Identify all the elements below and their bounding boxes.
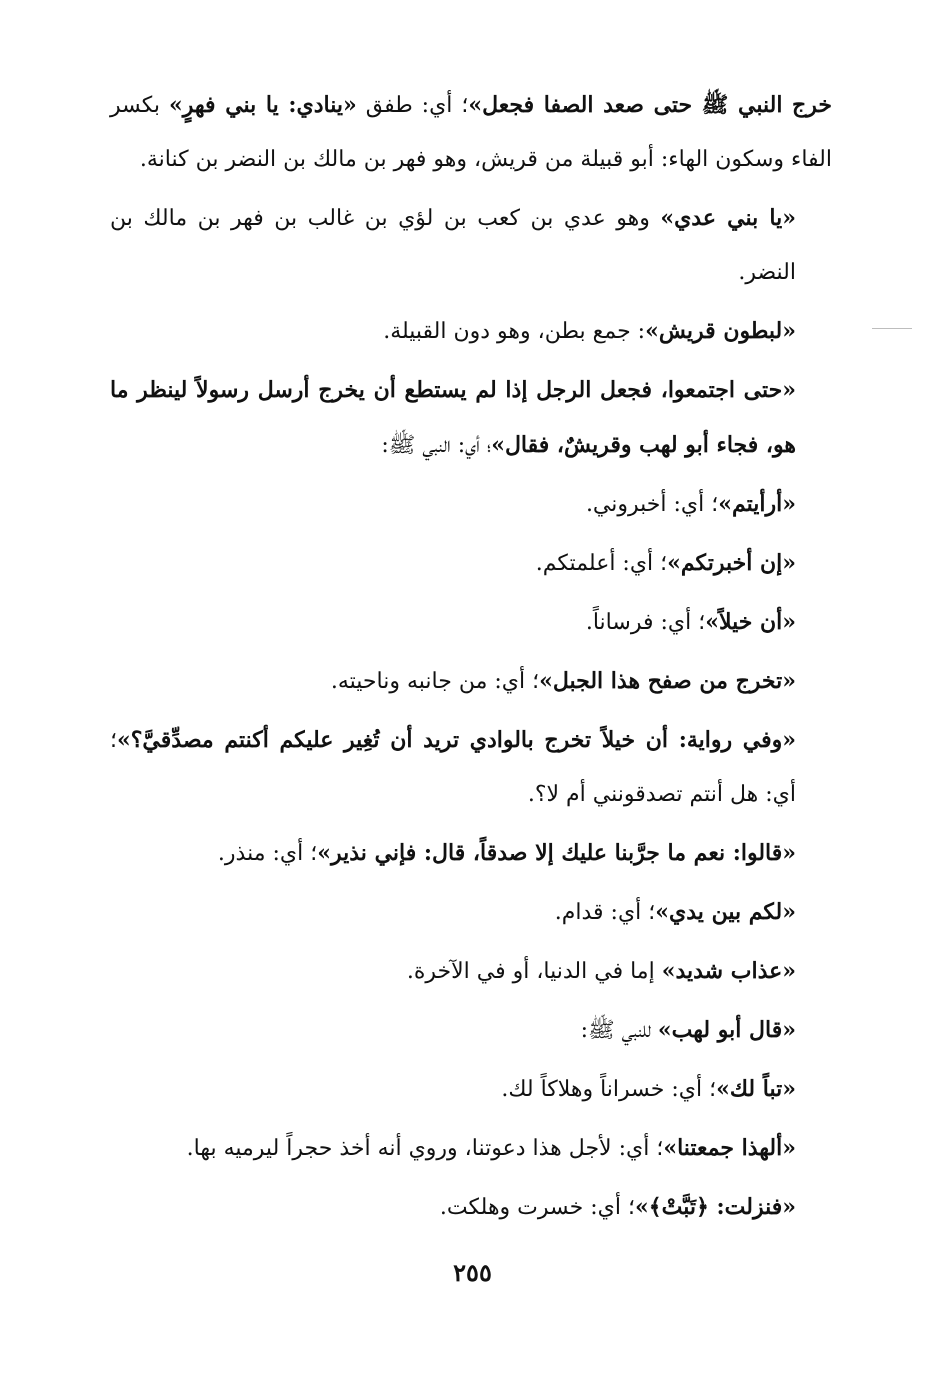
text-segment: «فنزلت: ﴿تَبَّتْ﴾» [634,1194,796,1220]
paragraph [110,363,832,473]
text-segment: ؛ أي: هل أنتم تصدقونني أم لا؟. [110,728,796,807]
text-segment: ؛ أي: منذر. [217,841,318,866]
text-segment: ؛ أي: أخبروني. [585,492,719,517]
page-number: ٢٥٥ [453,1258,492,1287]
paragraph [110,1180,832,1235]
paragraph [110,1003,832,1058]
text-segment: ؛ أي: فرساناً. [585,610,706,635]
text-segment: «تخرج من صفح هذا الجبل» [539,668,796,694]
paragraph [110,826,832,881]
paragraph [110,885,832,940]
text-segment: للنبي ﷺ: [580,1018,658,1043]
paragraph [110,304,832,359]
paragraph [110,191,832,300]
paragraph [110,477,832,532]
text-segment: ؛ أي: خسراناً وهلاكاً لك. [501,1077,717,1102]
text-segment: ؛ أي: خسرت وهلكت. [439,1195,635,1220]
text-segment: «لكم بين يدي» [655,899,796,925]
text-segment: «لبطون قريش» [645,318,796,344]
text-segment: إما في الدنيا، أو في الآخرة. [406,959,662,984]
margin-mark [872,328,912,329]
text-segment: «ينادي: يا بني فهرٍ» [169,92,357,118]
text-segment: خرج النبي ﷺ حتى صعد الصفا فجعل» [468,92,833,118]
text-segment: «عذاب شديد» [661,958,796,984]
text-segment: بكسر الفاء وسكون الهاء: أبو قبيلة من قريش، وهو فهر بن مالك بن النضر بن كنانة. [110,93,832,172]
paragraph [110,536,832,591]
paragraph [110,654,832,709]
text-segment: ؛ أي: طفق [356,93,469,118]
text-segment: وهو عدي بن كعب بن لؤي بن غالب بن فهر بن مالك بن النضر. [110,206,796,285]
paragraph [110,1121,832,1176]
text-segment: ؛ أي: أعلمتكم. [535,551,668,576]
text-segment: «أن خيلاً» [705,609,796,635]
text-segment: «قالوا: نعم ما جرَّبنا عليك إلا صدقاً، قال: فإني نذير» [317,840,796,866]
paragraph [110,78,832,187]
text-segment: «يا بني عدي» [660,205,796,231]
paragraph [110,595,832,650]
paragraph [110,1062,832,1117]
page-body [110,78,832,1239]
text-segment: ؛ أي: لأجل هذا دعوتنا، وروي أنه أخذ حجراً ليرميه بها. [186,1136,664,1161]
paragraph [110,944,832,999]
text-segment: ؛ أي: النبي ﷺ: [381,433,492,458]
text-segment: ؛ أي: قدام. [554,900,656,925]
text-segment: «تباً لك» [716,1076,796,1102]
text-segment: «قال أبو لهب» [657,1017,796,1043]
text-segment: : جمع بطن، وهو دون القبيلة. [383,319,646,344]
paragraph [110,713,832,822]
text-segment: «حتى اجتمعوا، فجعل الرجل إذا لم يستطع أن يخرج أرسل رسولاً لينظر ما هو، فجاء أبو لهب وقريشٌ، فقال» [110,377,796,458]
text-segment: «إن أخبرتكم» [667,550,796,576]
text-segment: «وفي رواية: أن خيلاً تخرج بالوادي تريد أن تُغِير عليكم أكنتم مصدِّقيَّ؟» [117,727,796,753]
text-segment: «ألهذا جمعتنا» [663,1135,796,1161]
text-segment: «أرأيتم» [718,491,796,517]
text-segment: ؛ أي: من جانبه وناحيته. [330,669,540,694]
